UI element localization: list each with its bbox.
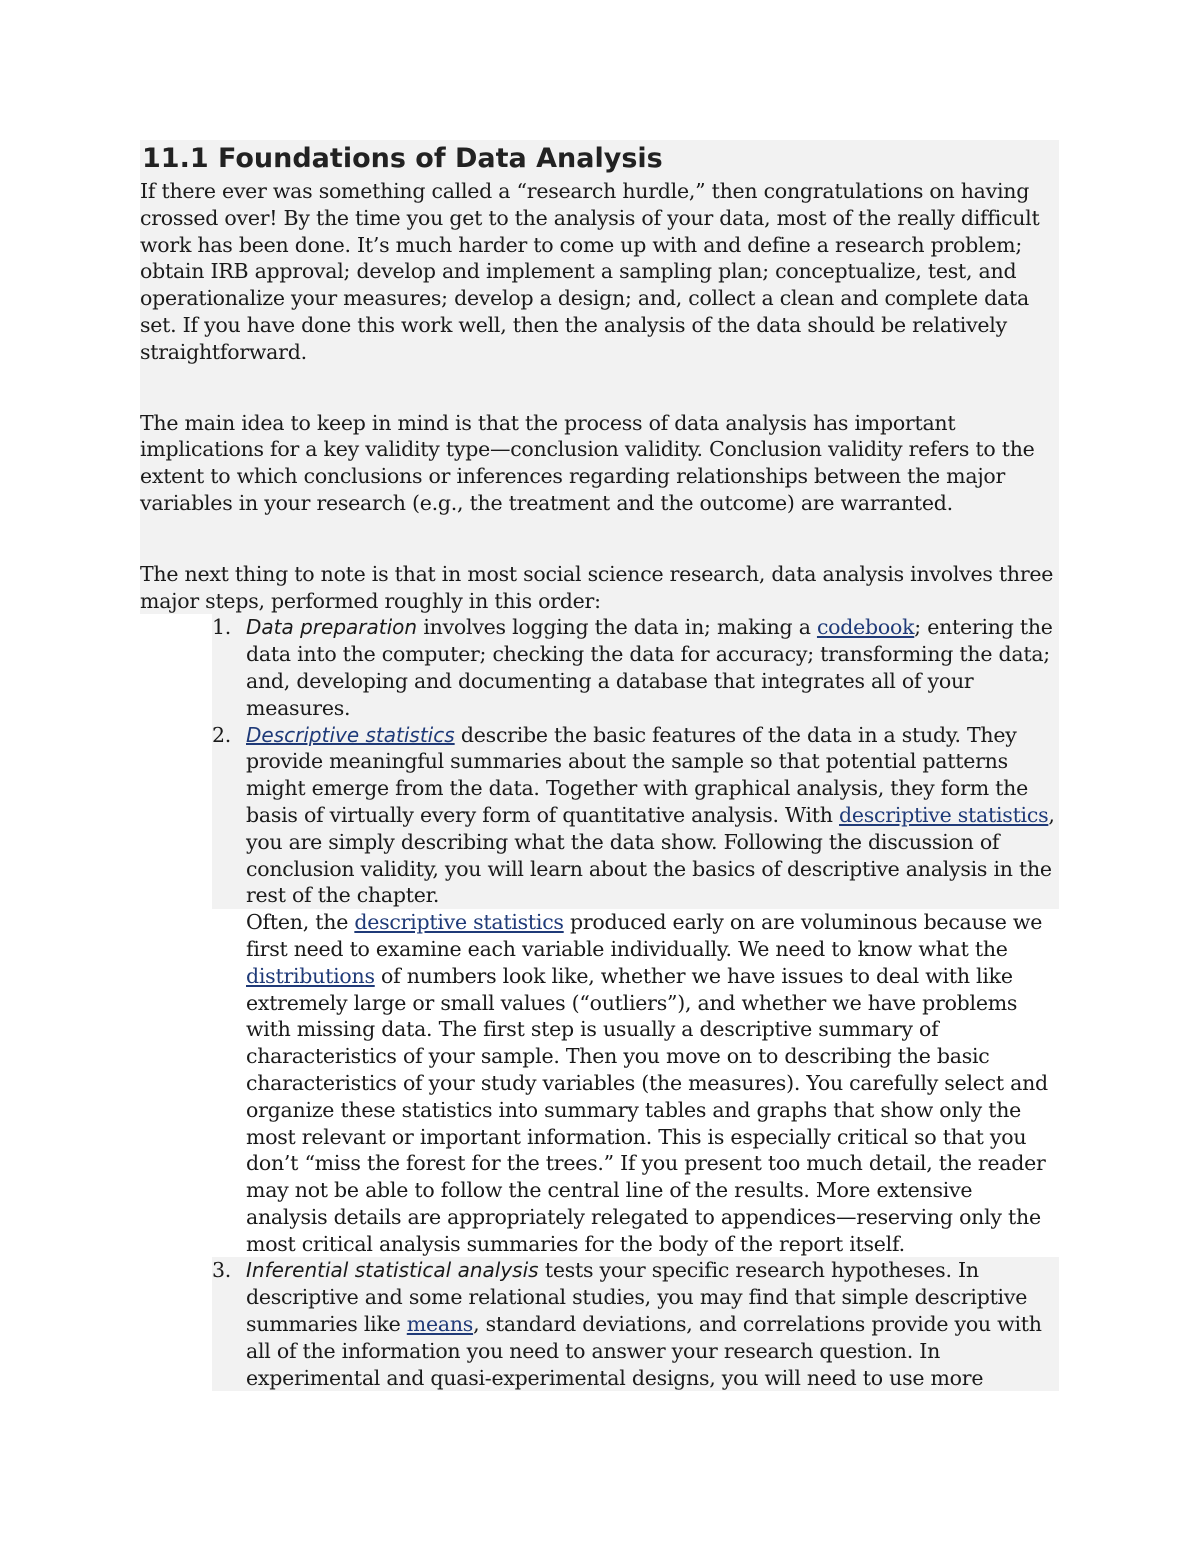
list-item — [140, 614, 1059, 721]
list-item — [140, 722, 1059, 910]
list-text: involves logging the data in; making a — [417, 615, 817, 640]
list-text: describe the basic features of the data in a study. They provide meaningful summaries about the sample so that potential patterns might emerge from the data. Together with graphical analysis, they form the basis of virtually every form of quantitative analysis. With — [246, 722, 1028, 827]
continuation-paragraph — [140, 909, 1059, 1257]
list-item — [140, 1257, 1059, 1391]
paragraph-conclusion-validity: The main idea to keep in mind is that the process of data analysis has important implications for a key validity type—conclusion validity. Conclusion validity refers to the extent to which conclusions or inferences regarding relationships between the major variables in your research (e.g., the treatment and the outcome) are warranted. — [140, 410, 1035, 515]
steps-list — [140, 614, 1059, 909]
cont-text: Often, the — [246, 910, 355, 935]
link-descriptive-statistics-term[interactable]: Descriptive statistics — [246, 722, 455, 747]
steps-list-continued — [140, 1257, 1059, 1391]
list-number: 2. — [212, 722, 232, 747]
shaded-block-intro — [140, 140, 1059, 614]
link-descriptive-statistics[interactable]: descriptive statistics — [839, 802, 1049, 827]
term-inferential-statistical-analysis: Inferential statistical analysis — [246, 1258, 539, 1283]
document-page — [140, 140, 1059, 1391]
list-text: tests your specific research hypotheses. In descriptive and some relational studies, you may find that simple descriptive summaries like — [246, 1258, 1028, 1337]
list-number: 3. — [212, 1258, 232, 1283]
link-distributions[interactable]: distributions — [246, 963, 375, 988]
list-number: 1. — [212, 615, 232, 640]
link-descriptive-statistics-2[interactable]: descriptive statistics — [354, 910, 564, 935]
cont-text: produced early on are voluminous because we first need to examine each variable individually. We need to know what the — [246, 910, 1043, 961]
link-means[interactable]: means — [406, 1312, 474, 1337]
term-data-preparation: Data preparation — [246, 615, 418, 640]
paragraph-steps-intro: The next thing to note is that in most social science research, data analysis involves three major steps, performed roughly in this order: — [140, 561, 1054, 613]
cont-text: of numbers look like, whether we have issues to deal with like extremely large or small values (“outliers”), and whether we have problems with missing data. The first step is usually a descriptive summary of characteristics of your sample. Then you move on to describing the basic characteristics of your study variables (the measures). You carefully select and organize these statistics into summary tables and graphs that show only the most relevant or important information. This is especially critical so that you don’t “miss the forest for the trees.” If you present too much detail, the reader may not be able to follow the central line of the results. More extensive analysis details are appropriately relegated to appendices—reserving only the most critical analysis summaries for the body of the report itself. — [246, 963, 1048, 1256]
paragraph-gap — [140, 366, 1059, 410]
list-text: , standard deviations, and correlations provide you with all of the information you need to answer your research question. In experimental and quasi-experimental designs, you will need to use more — [246, 1312, 1042, 1390]
section-heading: 11.1 Foundations of Data Analysis — [142, 143, 663, 174]
list-text: , you are simply describing what the data show. Following the discussion of conclusion validity, you will learn about the basics of descriptive analysis in the rest of the chapter. — [246, 802, 1055, 908]
paragraph-intro: If there ever was something called a “research hurdle,” then congratulations on having crossed over! By the time you get to the analysis of your data, most of the really difficult work has been done. It’s much harder to come up with and define a research problem; obtain IRB approval; develop and implement a sampling plan; conceptualize, test, and operationalize your measures; develop a design; and, collect a clean and complete data set. If you have done this work well, then the analysis of the data should be relatively straightforward. — [140, 179, 1040, 364]
list-text: ; entering the data into the computer; checking the data for accuracy; transforming the data; and, developing and documenting a database that integrates all of your measures. — [246, 615, 1053, 720]
link-codebook[interactable]: codebook — [816, 615, 915, 640]
paragraph-gap — [140, 517, 1059, 561]
